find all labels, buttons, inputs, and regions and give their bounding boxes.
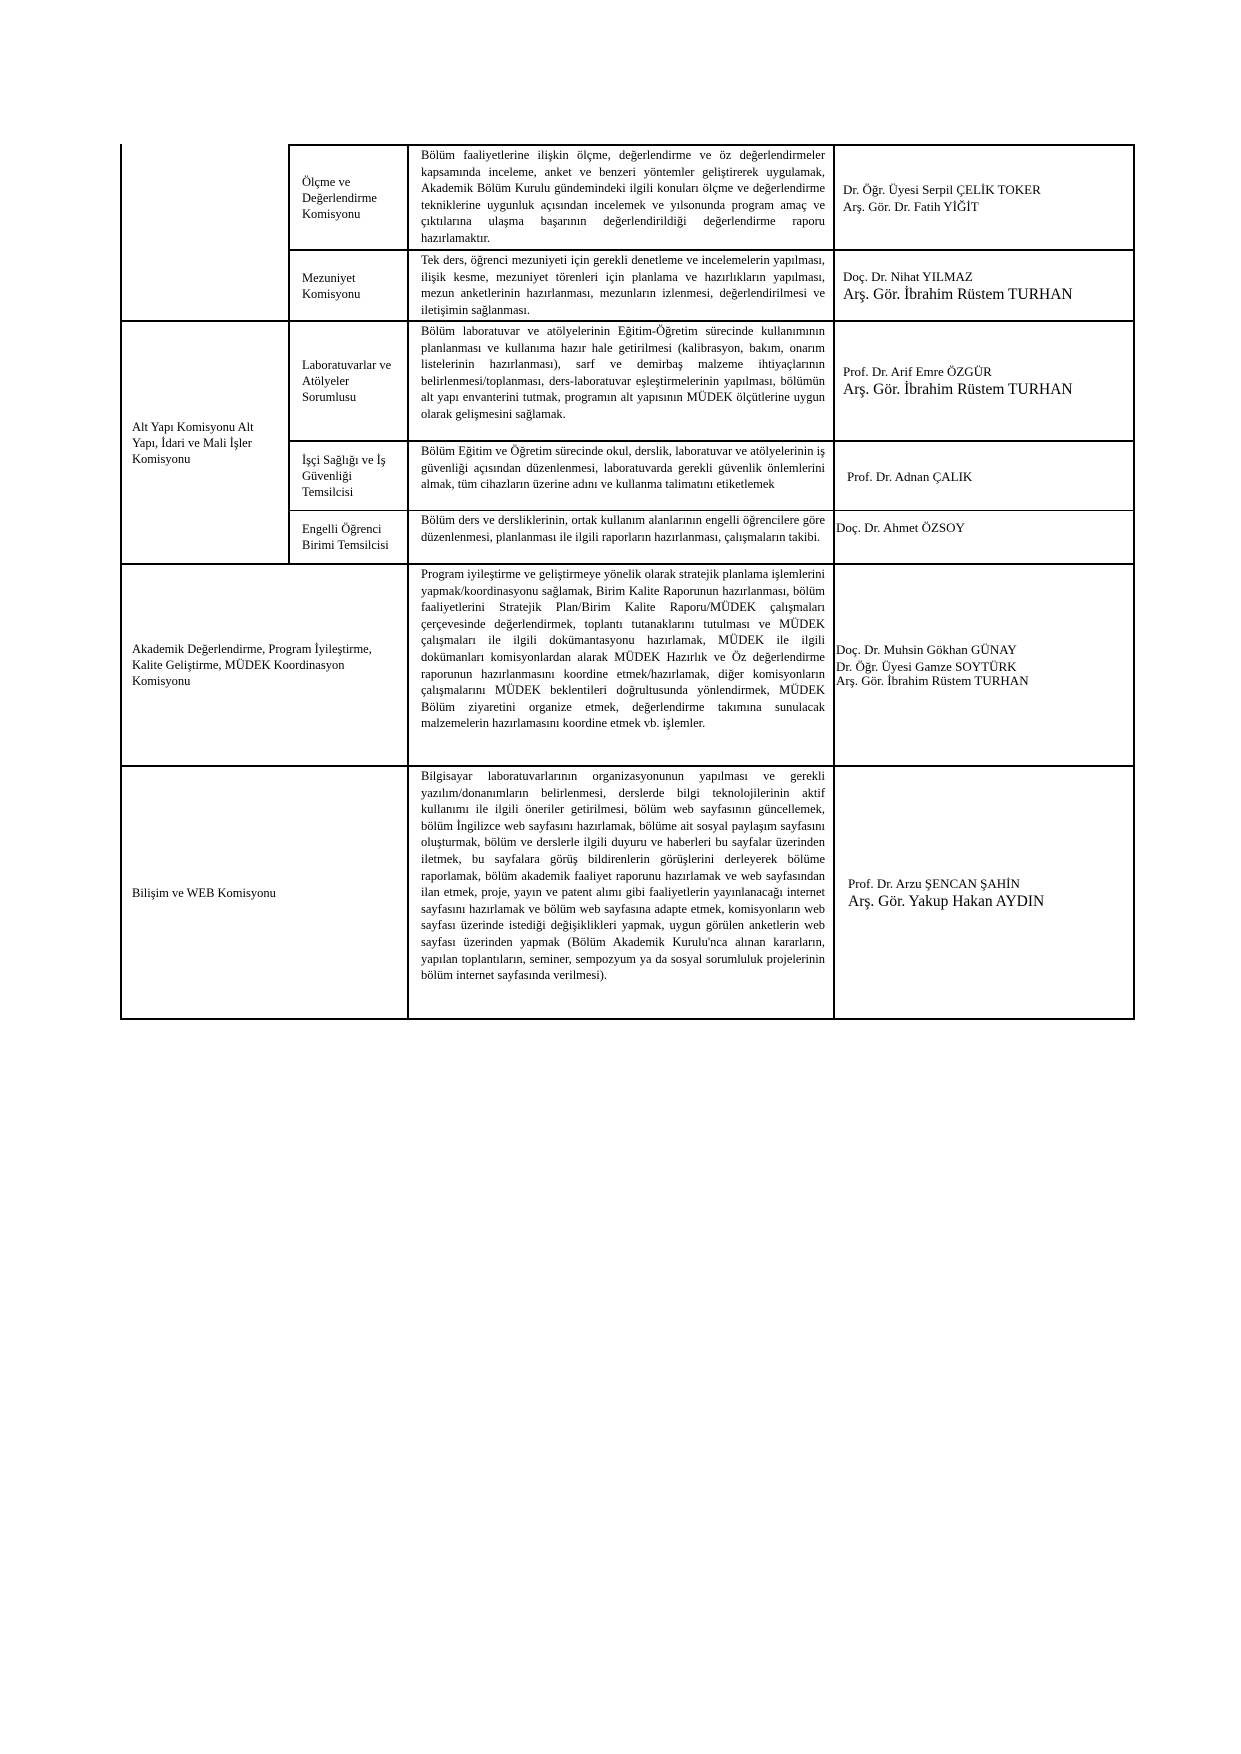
commission-duty: Bölüm laboratuvar ve atölyelerinin Eğitim-Öğretim sürecinde kullanımının planlanması ve kullanıma hazır hale getirilmesi (kalibrasyon, bakım, onarım listelerinin hazırlanması), sarf ve demirbaş malzeme ihtiyaçlarının belirlenmesi/toplanması, ders-laboratuvar eşleştirmelerinin yapılması, bölümün alt yapı envanterini tutmak, programın alt yapısının MÜDEK ölçütlerine uygun olarak gelişmesini sağlamak.: [409, 322, 835, 440]
member: Dr. Öğr. Üyesi Gamze SOYTÜRK: [836, 659, 1017, 674]
member: Arş. Gör. İbrahim Rüstem TURHAN: [843, 381, 1073, 398]
commission-duty: Program iyileştirme ve geliştirmeye yönelik olarak stratejik planlama işlemlerini yapmak/koordinasyonu sağlamak, Birim Kalite Raporunun hazırlanması, bölüm faaliyetlerini Stratejik Plan/Birim Kalite Raporu/MÜDEK çalışmaları çerçevesinde değerlendirmek, toplantı tutanaklarını tutulması ve MÜDEK çalışmaları ile ilgili dokümantasyonu hazırlamak, MÜDEK ile ilgili dokümanları komisyonlardan alarak MÜDEK Hazırlık ve Öz değerlendirme raporunun hazırlanmasını koordine etmek/hazırlamak, diğer komisyonların çalışmalarını MÜDEK beklentileri doğrultusunda yönlendirmek, MÜDEK Bölüm ziyaretini organize etmek, değerlendirme takımına sunulacak malzemelerin hazırlamasını koordine etmek vb. işlemler.: [409, 565, 835, 765]
commission-name: İşçi Sağlığı ve İş Güvenliği Temsilcisi: [290, 442, 409, 510]
commission-duty: Bölüm faaliyetlerine ilişkin ölçme, değerlendirme ve öz değerlendirmeler kapsamında inceleme, anket ve benzeri yöntemler geliştirerek uygulamak, Akademik Bölüm Kurulu gündemindeki ilgili konuları ölçme ve değerlendirme tekniklerine uygunluk açısından incelemek ve yılsonunda program amaç ve çıktılarına ulaşma başarının değerlendirildiği değerlendirme raporu hazırlamaktır.: [409, 146, 835, 249]
member: Prof. Dr. Arif Emre ÖZGÜR: [843, 364, 992, 379]
member: Doç. Dr. Muhsin Gökhan GÜNAY: [836, 642, 1017, 657]
commission-duty: Bölüm ders ve dersliklerinin, ortak kullanım alanlarının engelli öğrencilere göre düzenlenmesi, planlanması ile ilgili raporların hazırlanması, çalışmaların takibi.: [409, 511, 835, 563]
commission-members: [835, 322, 1133, 440]
member: Doç. Dr. Ahmet ÖZSOY: [836, 520, 965, 535]
commission-members: [835, 442, 1133, 510]
table-row: [122, 320, 1133, 563]
member: Doç. Dr. Nihat YILMAZ: [843, 268, 973, 284]
subrow-engelli: [290, 510, 1133, 563]
commission-name: Akademik Değerlendirme, Program İyileştirme, Kalite Geliştirme, MÜDEK Koordinasyon Komisyonu: [122, 565, 409, 765]
member: Arş. Gör. Dr. Fatih YİĞİT: [843, 198, 979, 214]
member: Arş. Gör. Yakup Hakan AYDIN: [848, 892, 1045, 910]
commission-members: [835, 251, 1133, 320]
commission-duty: Bölüm Eğitim ve Öğretim sürecinde okul, derslik, laboratuvar ve atölyelerinin iş güvenliği açısından düzenlenmesi, laboratuvarda gerekli güvenlik önlemlerini almak, tüm cihazların üzerine adını ve kullanma talimatını etiketlemek: [409, 442, 835, 510]
commission-name: Mezuniyet Komisyonu: [290, 251, 409, 320]
member: Prof. Dr. Arzu ŞENCAN ŞAHİN: [848, 875, 1020, 891]
table-row: [122, 563, 1133, 765]
commission-name: Ölçme ve Değerlendirme Komisyonu: [290, 146, 409, 249]
subrow-mezuniyet: [290, 249, 1133, 320]
commission-table: [120, 144, 1135, 1020]
commission-name: Bilişim ve WEB Komisyonu: [122, 767, 409, 1018]
table-row: [122, 144, 1133, 320]
table-row: [122, 765, 1133, 1018]
subrow-isci: [290, 440, 1133, 510]
member: Arş. Gör. İbrahim Rüstem TURHAN: [836, 673, 1029, 688]
commission-members: [835, 146, 1133, 249]
member: Dr. Öğr. Üyesi Serpil ÇELİK TOKER: [843, 181, 1041, 197]
commission-members: [835, 565, 1133, 765]
commission-duty: Tek ders, öğrenci mezuniyeti için gerekli denetleme ve incelemelerin yapılması, ilişik kesme, mezuniyet törenleri için planlama ve hazırlıkların yapılması, mezun anketlerinin hazırlanması, mezunların izlenmesi, değerlendirilmesi ve iletişimin sağlanması.: [409, 251, 835, 320]
subrow-lab: [290, 322, 1133, 440]
commission-name: Laboratuvarlar ve Atölyeler Sorumlusu: [290, 322, 409, 440]
commission-duty: Bilgisayar laboratuvarlarının organizasyonunun yapılması ve gerekli yazılım/donanımların belirlenmesi, derslerde bilgi teknolojilerinin aktif kullanımı ile ilgili öneriler getirilmesi, bölüm web sayfasının güncellemek, bölüm İngilizce web sayfasını hazırlamak, bölüme ait sosyal paylaşım sayfasını oluşturmak, bölüm ve derslerle ilgili duyuru ve haberleri bu sayfalar üzerinden iletmek, bu sayfalara görüş bildirenlerin görüşlerini derleyerek bölüme raporlamak, bölüm akademik faaliyet raporunu hazırlamak ve web sayfasından ilan etmek, proje, yayın ve patent alımı gibi faaliyetlerin yayınlanacağı internet sayfasını hazırlamak ve bölüm web sayfasına adapte etmek, komisyonların web sayfası üzerinde istediği değişiklikleri yapmak, uygun görülen anketlerin web sayfası üzerinden yapmak (Bölüm Akademik Kurulu'nca alınan kararların, yapılan toplantıların, seminer, sempozyum ya da sosyal sorumluluk projelerinin bölüm internet sayfasında verilmesi).: [409, 767, 835, 1018]
subrow-group: [290, 144, 1133, 320]
group-name: Alt Yapı Komisyonu Alt Yapı, İdari ve Mali İşler Komisyonu: [122, 322, 290, 563]
commission-name: Engelli Öğrenci Birimi Temsilcisi: [290, 511, 409, 563]
member: Prof. Dr. Adnan ÇALIK: [847, 468, 973, 484]
subrow-olcme: [290, 144, 1133, 249]
commission-members: [835, 767, 1133, 1018]
commission-members: [835, 511, 1133, 563]
group-cell-empty: [122, 144, 290, 320]
subrow-group: [290, 322, 1133, 563]
member: Arş. Gör. İbrahim Rüstem TURHAN: [843, 285, 1073, 303]
